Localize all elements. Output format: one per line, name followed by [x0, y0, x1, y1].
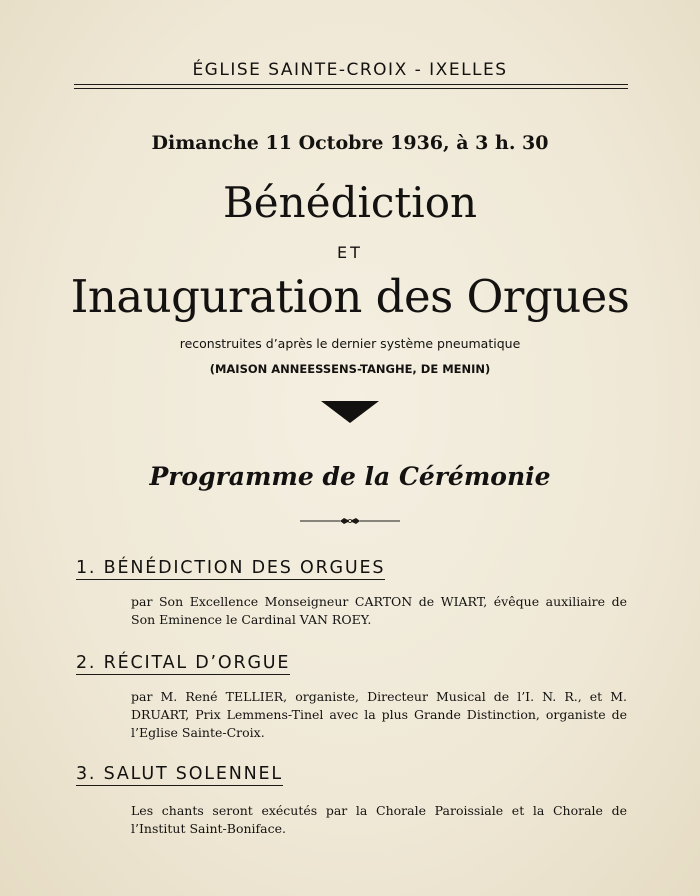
subtitle: reconstruites d’après le dernier système pneumatique	[179, 336, 521, 351]
double-rule-divider	[74, 84, 628, 89]
ornament-divider-icon	[300, 515, 400, 527]
title-conjunction: ET	[337, 243, 363, 262]
church-name: ÉGLISE SAINTE-CROIX - IXELLES	[192, 60, 508, 80]
section-2-text: par M. René TELLIER, organiste, Directeur Musical de l’I. N. R., et M. DRUART, Prix Lemmens-Tinel avec la plus Grande Distinction, organiste de l’Eglise Sainte-Croix.	[131, 689, 627, 740]
title-inauguration: Inauguration des Orgues	[70, 270, 630, 323]
section-3-heading: 3. SALUT SOLENNEL	[76, 764, 283, 784]
section-2-heading: 2. RÉCITAL D’ORGUE	[76, 653, 291, 673]
programme-heading: Programme de la Cérémonie	[149, 462, 551, 491]
section-3-text: Les chants seront exécutés par la Chorale Paroissiale et la Chorale de l’Institut Saint-Boniface.	[131, 803, 627, 836]
title-benediction: Bénédiction	[222, 178, 478, 227]
triangle-ornament-icon	[321, 401, 379, 423]
section-1-text: par Son Excellence Monseigneur CARTON de WIART, évêque auxiliaire de Son Eminence le Cardinal VAN ROEY.	[131, 594, 627, 627]
section-1-heading: 1. BÉNÉDICTION DES ORGUES	[76, 558, 386, 578]
event-date: Dimanche 11 Octobre 1936, à 3 h. 30	[151, 132, 549, 154]
organ-builder: (MAISON ANNEESSENS-TANGHE, DE MENIN)	[209, 362, 491, 376]
